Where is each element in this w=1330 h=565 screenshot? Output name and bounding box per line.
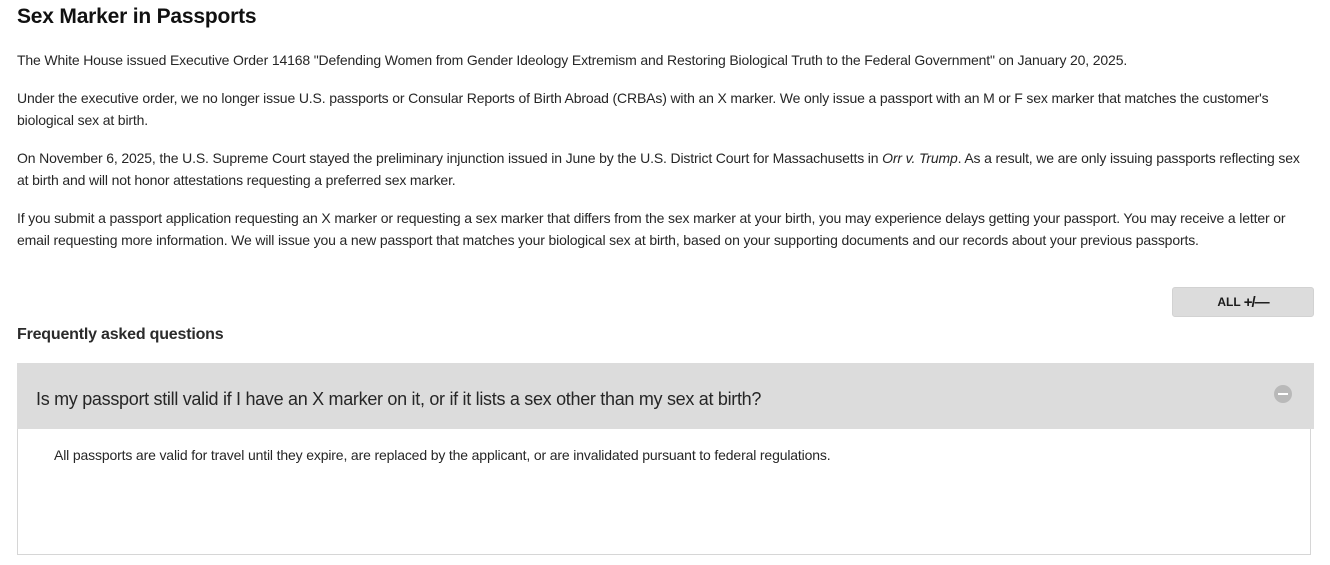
faq-accordion (17, 363, 1314, 555)
paragraph-x-marker-policy: Under the executive order, we no longer issue U.S. passports or Consular Reports of Birth Abroad (CRBAs) with an X marker. We only issue a passport with an M or F sex marker that matches the customer's biological sex at birth. (17, 90, 1269, 128)
plus-minus-icon: +/— (1243, 293, 1269, 311)
faq-answer: All passports are valid for travel until they expire, are replaced by the applicant, or are invalidated pursuant to federal regulations. (54, 447, 831, 463)
paragraph-application-delays: If you submit a passport application requesting an X marker or requesting a sex marker that differs from the sex marker at your birth, you may experience delays getting your passport. You may receive a letter or email requesting more information. We will issue you a new passport that matches your biological sex at birth, based on your supporting documents and our records about your previous passports. (17, 210, 1286, 248)
expand-collapse-all-button[interactable] (1172, 287, 1314, 317)
faq-heading: Frequently asked questions (17, 326, 224, 343)
intro-text (17, 49, 1313, 251)
page-title: Sex Marker in Passports (17, 5, 257, 28)
faq-question: Is my passport still valid if I have an X marker on it, or if it lists a sex other than my sex at birth? (36, 388, 762, 409)
paragraph-supreme-court-text-after: . As a result, we are only issuing passports reflecting sex at birth and will not honor attestations requesting a preferred sex marker. (17, 150, 1300, 188)
toggle-all-label: ALL (1217, 295, 1241, 309)
paragraph-executive-order: The White House issued Executive Order 14168 "Defending Women from Gender Ideology Extremism and Restoring Biological Truth to the Federal Government" on January 20, 2025. (17, 52, 1128, 68)
faq-question-header[interactable] (17, 363, 1314, 429)
paragraph-supreme-court-text-before: On November 6, 2025, the U.S. Supreme Court stayed the preliminary injunction issued in June by the U.S. District Court for Massachusetts in (17, 150, 883, 166)
minus-circle-icon[interactable] (1274, 385, 1292, 403)
case-name: Orr v. Trump (882, 150, 958, 166)
faq-answer-panel (17, 429, 1311, 555)
paragraph-supreme-court (17, 147, 1313, 191)
